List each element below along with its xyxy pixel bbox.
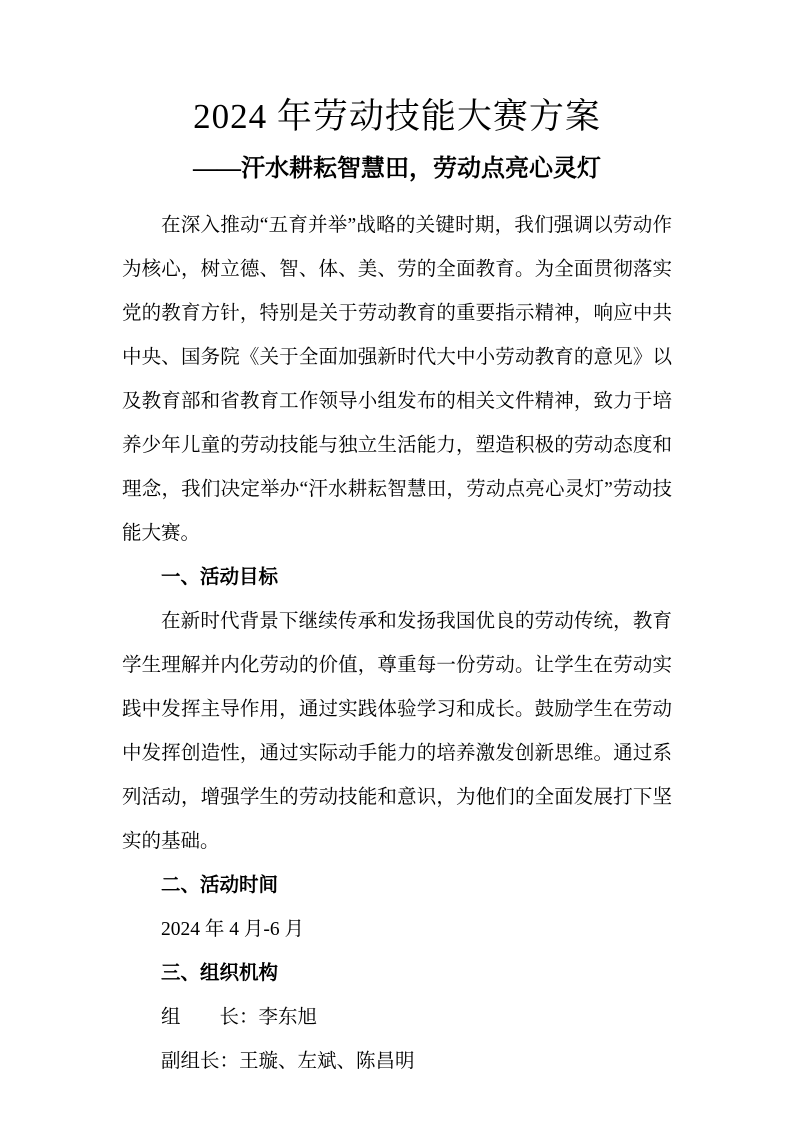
section-heading-organization: 三、组织机构 xyxy=(161,963,279,984)
section-heading-time: 二、活动时间 xyxy=(161,875,279,896)
section-paragraph-goals: 在新时代背景下继续传承和发扬我国优良的劳动传统，教育学生理解并内化劳动的价值，尊重每一份劳动。让学生在劳动实践中发挥主导作用，通过实践体验学习和成长。鼓励学生在劳动中发挥创造性，通过实际动手能力的培养激发创新思维。通过系列活动，增强学生的劳动技能和意识，为他们的全面发展打下坚实的基础。 xyxy=(122,611,672,852)
document-subtitle: ——汗水耕耘智慧田，劳动点亮心灵灯 xyxy=(193,156,601,182)
section-paragraph-leader: 组 长：李东旭 xyxy=(161,1007,318,1028)
section-paragraph-deputy-leaders: 副组长：王璇、左斌、陈昌明 xyxy=(161,1051,415,1072)
intro-paragraph: 在深入推动“五育并举”战略的关键时期，我们强调以劳动作为核心，树立德、智、体、美、劳的全面教育。为全面贯彻落实党的教育方针，特别是关于劳动教育的重要指示精神，响应中共中央、国务院《关于全面加强新时代大中小劳动教育的意见》以及教育部和省教育工作领导小组发布的相关文件精神，致力于培养少年儿童的劳动技能与独立生活能力，塑造积极的劳动态度和理念，我们决定举办“汗水耕耘智慧田，劳动点亮心灵灯”劳动技能大赛。 xyxy=(122,215,672,544)
document-title: 2024 年劳动技能大赛方案 xyxy=(193,97,601,136)
section-heading-goals: 一、活动目标 xyxy=(161,567,279,588)
section-paragraph-time: 2024 年 4 月-6 月 xyxy=(161,919,304,940)
document-body xyxy=(122,204,672,1084)
